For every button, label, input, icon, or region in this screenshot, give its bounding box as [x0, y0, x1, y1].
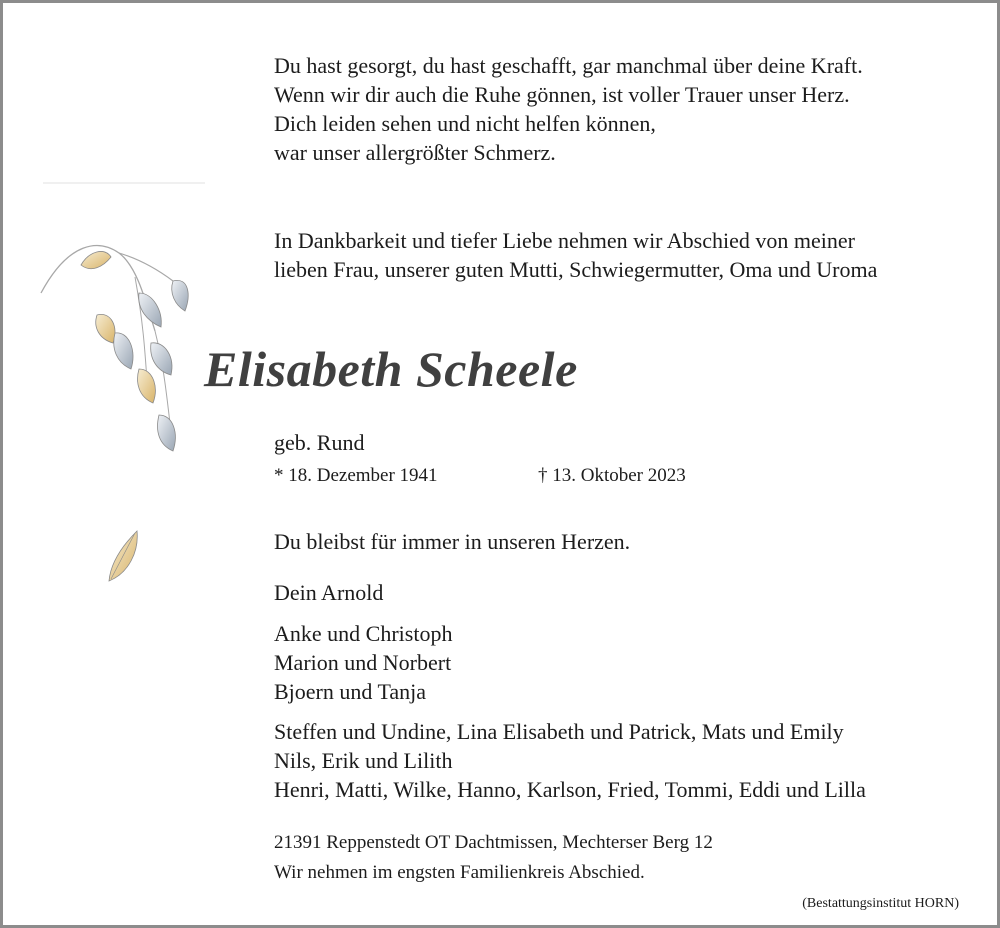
- list-item: Marion und Norbert: [274, 650, 452, 675]
- list-item: Steffen und Undine, Lina Elisabeth und Patrick, Mats und Emily: [274, 719, 844, 744]
- intro-line: In Dankbarkeit und tiefer Liebe nehmen wir Abschied von meiner: [274, 228, 855, 253]
- maiden-name: geb. Rund: [274, 430, 365, 455]
- poem-line: Du hast gesorgt, du hast geschafft, gar manchmal über deine Kraft.: [274, 53, 863, 78]
- funeral-home-credit: (Bestattungsinstitut HORN): [802, 896, 959, 911]
- list-item: Bjoern und Tanja: [274, 679, 427, 704]
- farewell-note: Wir nehmen im engsten Familienkreis Abschied.: [274, 862, 645, 883]
- list-item: Henri, Matti, Wilke, Hanno, Karlson, Fried, Tommi, Eddi und Lilla: [274, 777, 866, 802]
- address: 21391 Reppenstedt OT Dachtmissen, Mechterser Berg 12: [274, 832, 713, 853]
- death-date: † 13. Oktober 2023: [538, 465, 686, 486]
- intro-line: lieben Frau, unserer guten Mutti, Schwiegermutter, Oma und Uroma: [274, 257, 878, 282]
- birth-date: * 18. Dezember 1941: [274, 465, 438, 486]
- deceased-name: Elisabeth Scheele: [204, 341, 578, 397]
- poem-line: war unser allergrößter Schmerz.: [274, 140, 556, 165]
- list-item: Anke und Christoph: [274, 621, 453, 646]
- closing-line: Du bleibst für immer in unseren Herzen.: [274, 529, 631, 554]
- list-item: Nils, Erik und Lilith: [274, 748, 453, 773]
- poem-line: Dich leiden sehen und nicht helfen können,: [274, 111, 656, 136]
- husband: Dein Arnold: [274, 580, 384, 605]
- poem-line: Wenn wir dir auch die Ruhe gönnen, ist voller Trauer unser Herz.: [274, 82, 850, 107]
- grandchildren-list: [274, 717, 866, 804]
- poem: [274, 51, 863, 167]
- birch-leaves-illustration: [39, 181, 209, 601]
- children-list: [274, 619, 452, 706]
- intro-text: [274, 226, 877, 284]
